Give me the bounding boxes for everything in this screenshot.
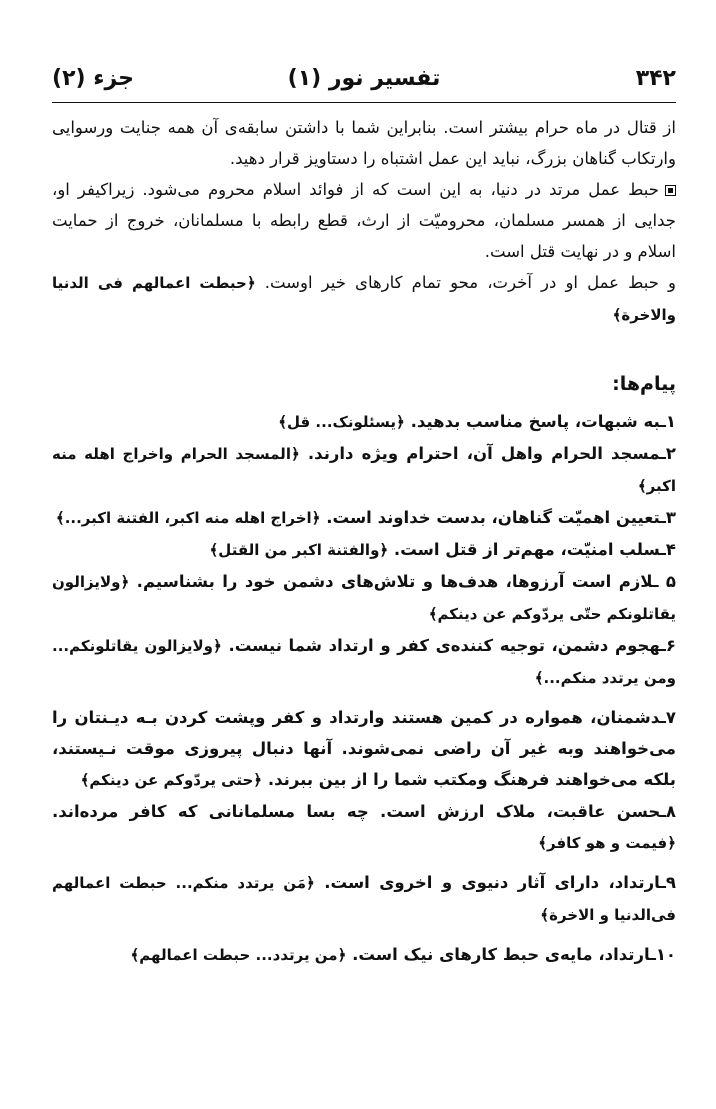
header-divider: [52, 102, 676, 103]
bullet-paragraph: [52, 174, 676, 267]
bullet-paragraph-text: حبط عمل مرتد در دنیا، به این است که از فوائد اسلام محروم می‌شود. زیراکیفر او، جدایی از همسر مسلمان، محرومیّت از ارث، قطع رابطه با مسلمانان، خروج از حمایت اسلام و در نهایت قتل است.: [52, 180, 676, 261]
message-item: ۴ـسلب امنیّت، مهم‌تر از قتل است. ﴿والفتنة اکبر من القتل﴾: [209, 540, 676, 559]
page-content: [52, 112, 676, 971]
message-item: ۹ـارتداد، دارای آثار دنیوی و اخروی است. ﴿مَن یرتدد منکم... حبطت اعمالهم فی‌الدنیا و الاخرة﴾: [52, 873, 676, 924]
intro-paragraph: از قتال در ماه حرام بیشتر است. بنابراین شما با داشتن سابقه‌ی آن همه جنایت ورسوایی وارتکاب گناهان بزرگ، نباید این عمل اشتباه را دستاویز قرار دهید.: [52, 118, 676, 168]
message-item: ۸ـحسن عاقبت، ملاک ارزش است. چه بسا مسلمانانی که کافر مرده‌اند. ﴿فیمت و هو کافر﴾: [52, 802, 676, 852]
page-header: [52, 62, 676, 102]
message-item: ۷ـدشمنان، همواره در کمین هستند وارتداد و کفر وپشت کردن بـه دیـنتان را می‌خواهند وبه غیر آن راضی نمی‌شوند. آنها دنبال پیروزی موقت نـیستند، بلکه می‌خواهند فرهنگ ومکتب شما را از بین ببرند. ﴿حتی یردّوکم عن دینکم﴾: [52, 708, 676, 789]
message-item: ۲ـمسجد الحرام واهل آن، احترام ویژه دارند. ﴿المسجد الحرام واخراج اهله منه اکبر﴾: [52, 444, 676, 495]
square-bullet-icon: [665, 185, 676, 196]
message-item: ۱۰ـارتداد، مایه‌ی حبط کارهای نیک است. ﴿من یرتدد... حبطت اعمالهم﴾: [130, 945, 676, 964]
message-item: ۳ـتعیین اهمیّت گناهان، بدست خداوند است. ﴿اخراج اهله منه اکبر، الفتنة اکبر...﴾: [55, 508, 676, 527]
afterlife-paragraph-text: و حبط عمل او در آخرت، محو تمام کارهای خیر اوست.: [255, 273, 676, 292]
section-title: پیام‌ها:: [612, 373, 676, 395]
afterlife-paragraph: [52, 267, 676, 331]
message-item: ۱ـبه شبهات، پاسخ مناسب بدهید. ﴿یسئلونک... قل﴾: [278, 412, 676, 431]
message-item: ۵ ـلازم است آرزوها، هدف‌ها و تلاش‌های دشمن خود را بشناسیم. ﴿ولایزالون یقاتلونکم حتّی یردّوکم عن دینکم﴾: [52, 572, 676, 623]
part-label: جزء (۲): [52, 66, 135, 91]
page-number: ۳۴۲: [635, 66, 676, 91]
afterlife-quote: ﴿حبطت اعمالهم فی الدنیا والاخرة﴾: [52, 274, 676, 324]
book-title: تفسیر نور (۱): [287, 66, 441, 91]
message-item: ۶ـهجوم دشمن، توجیه کننده‌ی کفر و ارتداد شما نیست. ﴿ولایزالون یقاتلونکم... ومن یرتدد منکم...﴾: [52, 636, 676, 687]
